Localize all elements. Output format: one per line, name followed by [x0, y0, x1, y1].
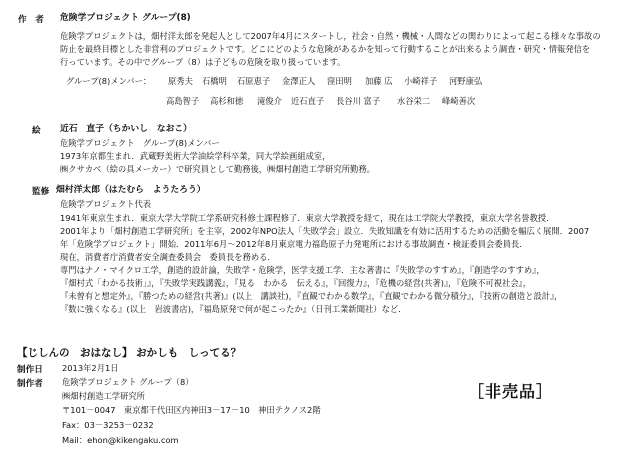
supervisor-line: 『数に強くなる』(以上 岩波書店)，『福島原発で何が起こったか』（日刊工業新聞社）など． — [60, 304, 407, 314]
colophon-title: 【じしんの おはなし】 おかしも しってる？ — [17, 347, 242, 359]
author-desc-line: 危険学プロジェクトは，畑村洋太郎を発起人として2007年4月にスタートし，社会・自然・機械・人間などの関わりによって起こる様々な事故の — [60, 31, 601, 41]
member-name: 長谷川 富子 — [336, 96, 381, 106]
member-name: 峰崎善次 — [442, 96, 476, 106]
supervisor-line: 2001年より「畑村創造工学研究所」を主宰，2002年NPO法人「失敗学会」設立．失敗知識を有効に活用するための活動を幅広く展開．2007 — [60, 226, 590, 236]
members-label: グループ(8)メンバー： — [66, 76, 152, 86]
author-desc-line: 防止を最終目標とした非営利のプロジェクトです。どこにどのような危険があるかを知って行動することが出来るよう調査・研究・情報発信を — [60, 44, 591, 54]
member-name: 近石直子 — [291, 96, 325, 106]
colophon-fax: Fax：03－3253－0232 — [62, 420, 154, 430]
author-label: 作 者 — [18, 15, 44, 25]
supervisor-line: 専門はナノ・マイクロ工学，創造的設計論，失敗学・危険学，医学支援工学．主な著書に『失敗学のすすめ』，『創造学のすすめ』， — [60, 265, 545, 275]
author-name: 危険学プロジェクト グループ(8) — [60, 13, 191, 23]
illustrator-line: 1973年京都生まれ．武蔵野美術大学油絵学科卒業，同大学絵画組成室， — [60, 151, 331, 161]
member-name: 石原恵子 — [237, 76, 271, 86]
member-name: 加藤 広 — [365, 76, 393, 86]
member-name: 滝俊介 — [257, 96, 282, 106]
illustrator-name: 近石 直子（ちかいし なおこ） — [60, 124, 192, 134]
supervisor-label: 監修 — [32, 187, 50, 197]
supervisor-line: 危険学プロジェクト代表 — [60, 199, 152, 209]
member-name: 高島智子 — [166, 96, 200, 106]
colophon-date-label: 制作日 — [17, 365, 43, 375]
supervisor-line: 年「危険学プロジェクト」開始．2011年6月～2012年8月東京電力福島原子力発電所における事故調査・検証委員会委員長． — [60, 239, 528, 249]
supervisor-line: 『畑村式「わかる技術」』，『失敗学実践講義』，『見る わかる 伝える』，『回復力』，『危機の経営(共著)』，『危険不可視社会』， — [60, 278, 532, 288]
illustrator-label: 絵 — [32, 126, 41, 136]
member-name: 河野康弘 — [449, 76, 483, 86]
colophon-org: ㈱畑村創造工学研究所 — [62, 391, 145, 401]
supervisor-line: 『未曾有と想定外』，『勝つための経営(共著)』(以上 講談社)，『直観でわかる数学』，『直観でわかる微分積分』，『技術の創造と設計』， — [60, 291, 563, 301]
member-name: 窪田明 — [327, 76, 352, 86]
not-for-sale-stamp: ［非売品］ — [468, 382, 554, 401]
member-name: 原秀夫 — [168, 76, 193, 86]
colophon-address: 〒101－0047 東京都千代田区内神田3－17－10 神田テクノス2階 — [62, 405, 321, 415]
supervisor-line: 現在，消費者庁消費者安全調査委員会 委員長を務める． — [60, 252, 276, 262]
colophon-mail: Mail：ehon@kikengaku.com — [62, 435, 179, 445]
member-name: 水谷栄二 — [397, 96, 431, 106]
member-name: 石橋明 — [202, 76, 227, 86]
colophon-maker: 危険学プロジェクト グループ（8） — [62, 377, 194, 387]
colophon-date: 2013年2月1日 — [62, 363, 119, 373]
member-name: 小崎祥子 — [404, 76, 438, 86]
illustrator-line: 危険学プロジェクト グループ(8)メンバー — [60, 138, 220, 148]
supervisor-line: 1941年東京生まれ．東京大学大学院工学系研究科修士課程修了．東京大学教授を経て，現在は工学院大学教授，東京大学名誉教授． — [60, 213, 555, 223]
supervisor-name: 畑村洋太郎（はたむら ようたろう） — [56, 185, 206, 195]
author-desc-line: 行っています。その中でグループ（8）は子どもの危険を取り扱っています。 — [60, 57, 346, 67]
member-name: 金澤正人 — [282, 76, 316, 86]
colophon-maker-label: 制作者 — [17, 379, 43, 389]
member-name: 高杉和徳 — [210, 96, 244, 106]
illustrator-line: ㈱クサカベ（絵の具メーカー）で研究員として勤務後，㈱畑村創造工学研究所勤務。 — [60, 164, 375, 174]
